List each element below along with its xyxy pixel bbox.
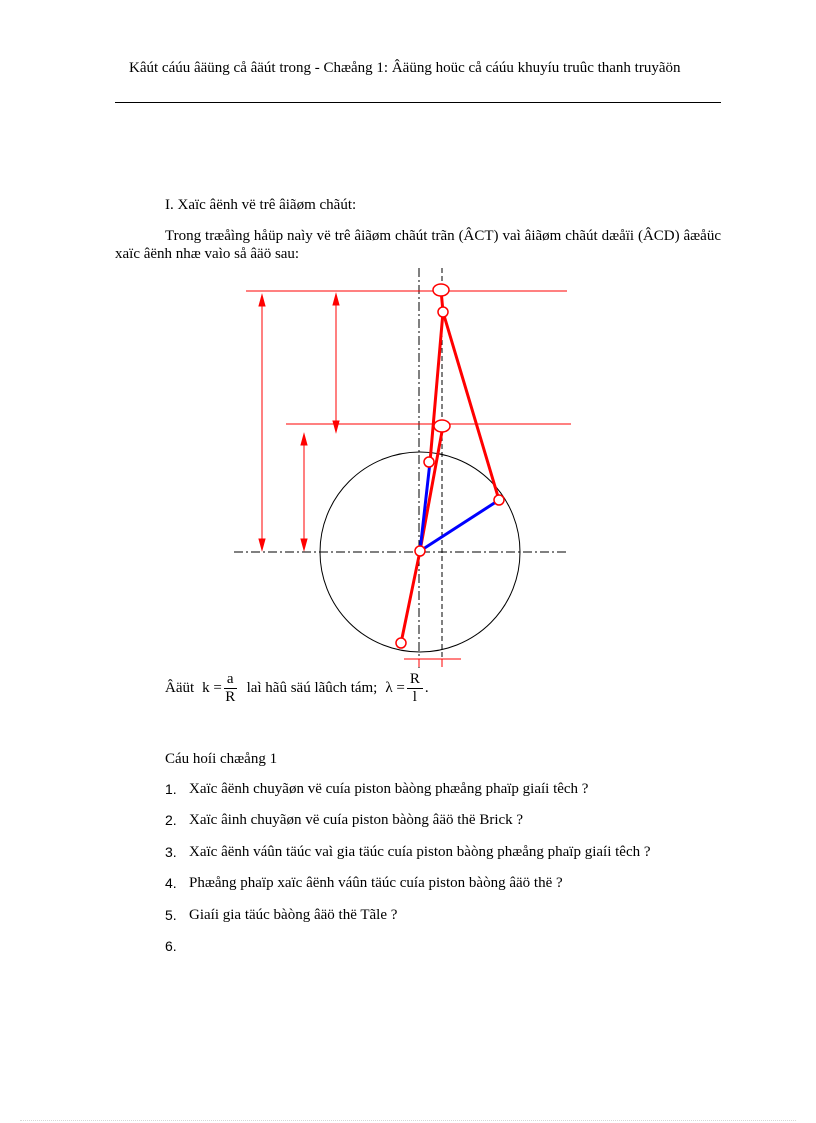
page-header [115,57,721,80]
intro-paragraph: Trong træåìng håüp naìy vë trê âiãøm chãút trãn (ÂCT) vaì âiãøm chãút dæåïi (ÂCD) âæåüc xaïc âënh nhæ vaìo så âäö sau: [115,228,721,262]
formula-lead: Âäüt [165,679,195,696]
question-item [165,938,725,969]
question-item [165,907,725,938]
question-number: 2. [165,812,177,829]
formula-middle-text: laì hãû säú lãûch tám; [246,679,378,696]
dimension-arrow-large [259,295,265,550]
question-text: Xaïc âinh chuyãøn vë cuía piston bàòng âäö thë Brick ? [189,812,524,829]
formula-end: . [424,679,429,696]
question-item [165,875,725,906]
fraction-numerator: a [224,671,237,689]
crank-center [415,546,425,556]
question-item [165,812,725,843]
page-bottom-divider [20,1120,796,1121]
crank-pin-lower [396,638,406,648]
question-item [165,844,725,875]
question-number: 3. [165,843,177,860]
fraction-numerator: R [407,671,423,689]
fraction-denominator: l [412,688,417,705]
dimension-arrow-small [301,434,307,550]
fraction-r-over-l [407,671,423,706]
question-text: Xaïc âënh váûn täúc vaì gia täúc cuía piston bàòng phæång phaïp giaíi têch ? [189,843,651,860]
crank-circle [320,452,520,652]
formula-lambda: λ = [385,679,405,696]
formula-line [165,668,429,708]
question-number: 6. [165,937,177,954]
questions-list [165,781,725,969]
joints [396,284,504,648]
fraction-a-over-r [224,671,237,706]
crank-pin-upper [424,457,434,467]
question-number: 4. [165,875,177,892]
question-text: Giaíi gia täúc bàòng âäö thë Tãle ? [189,906,398,923]
question-number: 5. [165,906,177,923]
fraction-denominator: R [225,688,236,705]
header-divider [115,102,721,103]
dimension-arrow-stroke [333,294,339,432]
offset-dimension [404,659,461,667]
section-title: I. Xaïc âënh vë trê âiãøm chãút: [165,197,357,213]
question-number: 1. [165,781,177,797]
connecting-rods [401,290,499,643]
header-text: Kâút cáúu âäüng cå âäút trong - Chæång 1: Âäüng hoüc cå cáúu khuyíu truûc thanh truyãön [129,60,681,76]
questions-title: Cáu hoíi chæång 1 [165,751,278,767]
piston-pin-bdc [434,420,450,432]
pin-joint-upper [438,307,448,317]
formula-k: k = [202,679,222,696]
piston-pin-tdc [433,284,449,296]
question-text: Xaïc âënh chuyãøn vë cuía piston bàòng phæång phaïp giaíi têch ? [189,781,589,797]
crank-arms [420,462,499,551]
crank-pin-right [494,495,504,505]
question-text: Phæång phaïp xaïc âënh váûn täúc cuía piston bàòng âäö thë ? [189,875,563,892]
question-item [165,781,725,812]
